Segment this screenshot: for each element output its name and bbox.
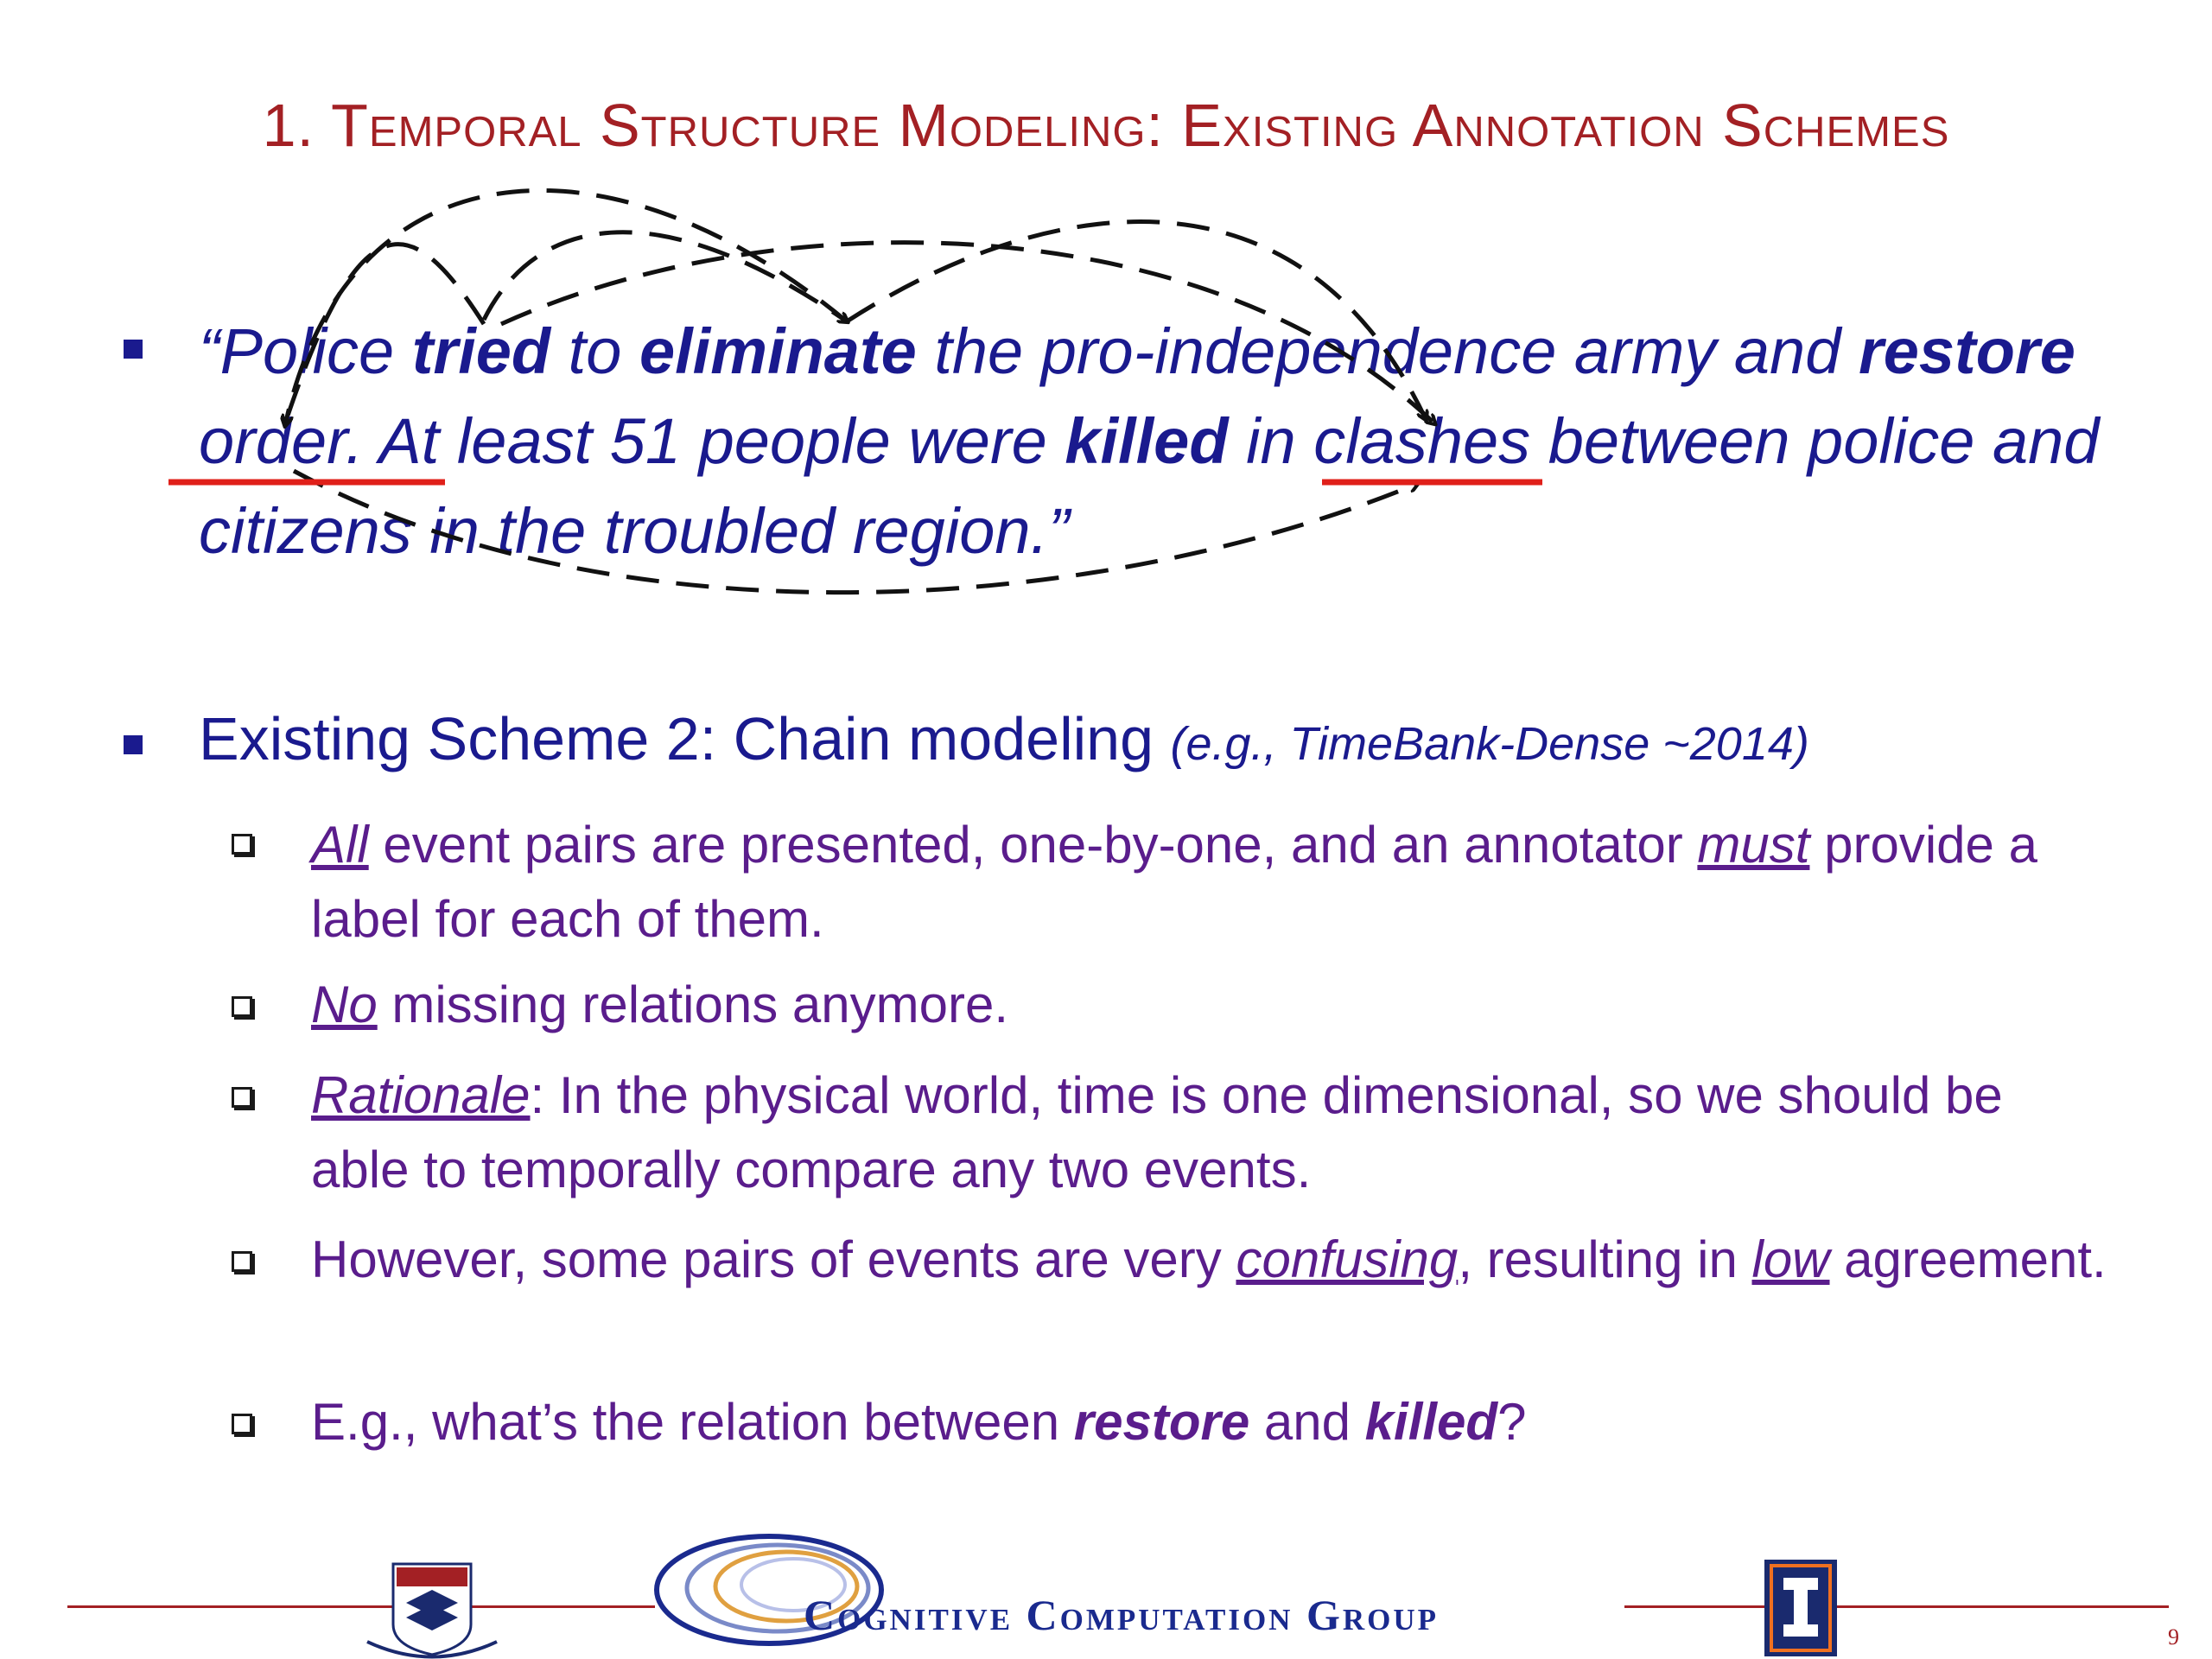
page-number: 9 bbox=[2168, 1624, 2179, 1649]
illinois-logo bbox=[1764, 1560, 1837, 1656]
slide-title: 1. Temporal Structure Modeling: Existing Annotation Schemes bbox=[262, 92, 1950, 159]
event-eliminate: eliminate bbox=[639, 315, 917, 387]
event-killed: killed bbox=[1065, 405, 1229, 477]
list-item: E.g., what’s the relation between restore and killed? bbox=[311, 1393, 1527, 1451]
list-item: No missing relations anymore. bbox=[311, 976, 1008, 1033]
list-item: However, some pairs of events are very confusing, resulting in low agreement. bbox=[311, 1230, 2107, 1288]
event-restore: restore bbox=[1858, 315, 2075, 387]
footer-group-name: Cognitive Computation Group bbox=[804, 1591, 1439, 1639]
list-item: Rationale: In the physical world, time is one dimensional, so we should be able to temporally compare any two events. bbox=[311, 1066, 2003, 1198]
scheme-heading: Existing Scheme 2: Chain modeling (e.g., TimeBank-Dense ~2014) bbox=[199, 705, 1809, 772]
list-item: All event pairs are presented, one-by-one, and an annotator must provide a label for each of them. bbox=[311, 816, 2037, 948]
penn-shield-logo bbox=[367, 1564, 497, 1657]
event-tried: tried bbox=[411, 315, 551, 387]
example-quote: “Police tried to eliminate the pro-independence army and restore order. At least 51 people were killed in clashes between police and citizens in the troubled region.” bbox=[199, 315, 2100, 567]
